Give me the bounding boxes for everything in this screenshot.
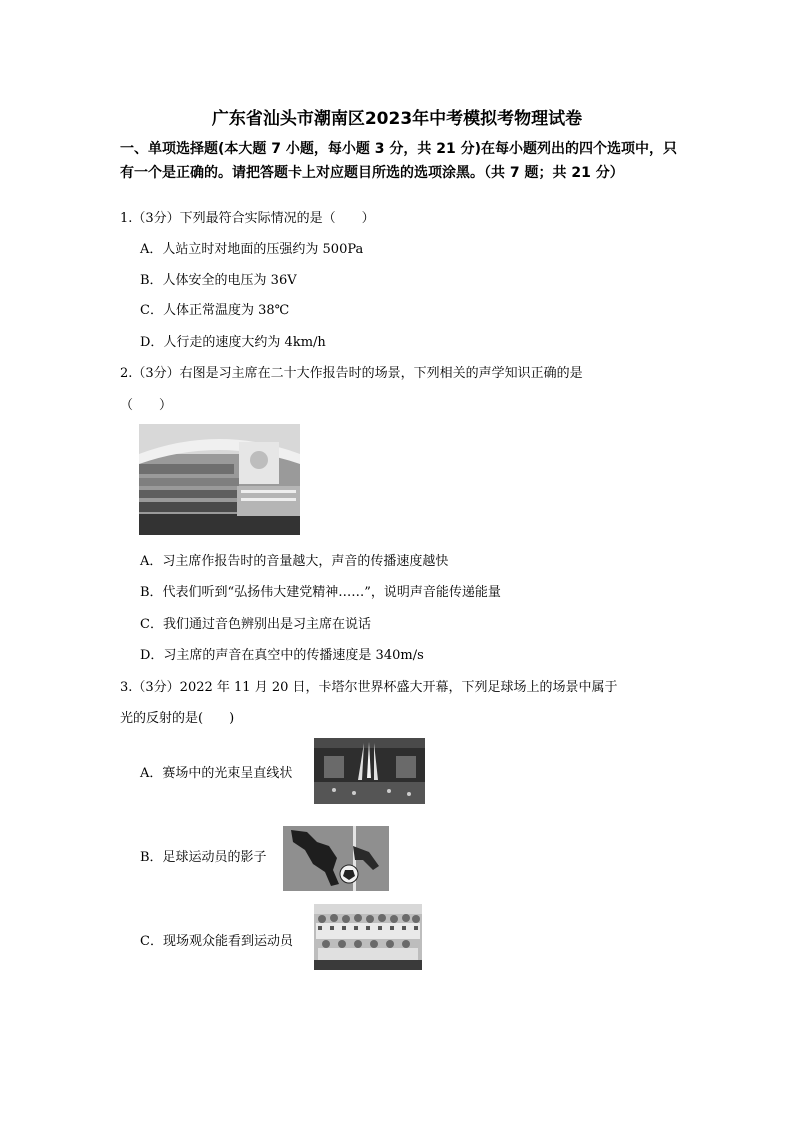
player-shadow-photo <box>283 826 389 891</box>
question-2-stem-line2: （ ） <box>120 398 173 413</box>
question-2-stem-line1: 2.（3分）右图是习主席在二十大作报告时的场景，下列相关的声学知识正确的是 <box>120 366 583 381</box>
question-2-option-d: D．习主席的声音在真空中的传播速度是 340m/s <box>140 648 424 663</box>
exam-title: 广东省汕头市潮南区2023年中考模拟考物理试卷 <box>211 109 583 129</box>
question-2-option-b: B．代表们听到“弘扬伟大建党精神……”，说明声音能传递能量 <box>140 585 501 600</box>
question-3-stem-line2: 光的反射的是( ) <box>120 711 235 726</box>
question-2-option-c: C．我们通过音色辨别出是习主席在说话 <box>140 617 371 632</box>
question-3-stem-line1: 3.（3分）2022 年 11 月 20 日，卡塔尔世界杯盛大开幕，下列足球场上的场景中属于 <box>120 680 618 695</box>
question-3-option-c: C．现场观众能看到运动员 <box>140 934 293 949</box>
question-1-option-d: D．人行走的速度大约为 4km/h <box>140 335 326 350</box>
question-3-option-a: A．赛场中的光束呈直线状 <box>140 766 293 781</box>
question-1-option-b: B．人体安全的电压为 36V <box>140 273 297 288</box>
question-1-option-c: C．人体正常温度为 38℃ <box>140 303 290 318</box>
congress-hall-photo <box>139 424 300 535</box>
question-1-stem: 1.（3分）下列最符合实际情况的是（ ） <box>120 211 375 226</box>
team-photo <box>314 904 422 970</box>
section-heading: 一、单项选择题(本大题 7 小题，每小题 3 分，共 21 分)在每小题列出的四个选项中，只有一个是正确的。请把答题卡上对应题目所选的选项涂黑。（共 7 题；共 21 分） <box>120 141 678 181</box>
question-3-option-b: B．足球运动员的影子 <box>140 850 267 865</box>
question-2-option-a: A．习主席作报告时的音量越大，声音的传播速度越快 <box>140 554 449 569</box>
stadium-light-beams-photo <box>314 738 425 804</box>
question-1-option-a: A．人站立时对地面的压强约为 500Pa <box>140 242 364 257</box>
